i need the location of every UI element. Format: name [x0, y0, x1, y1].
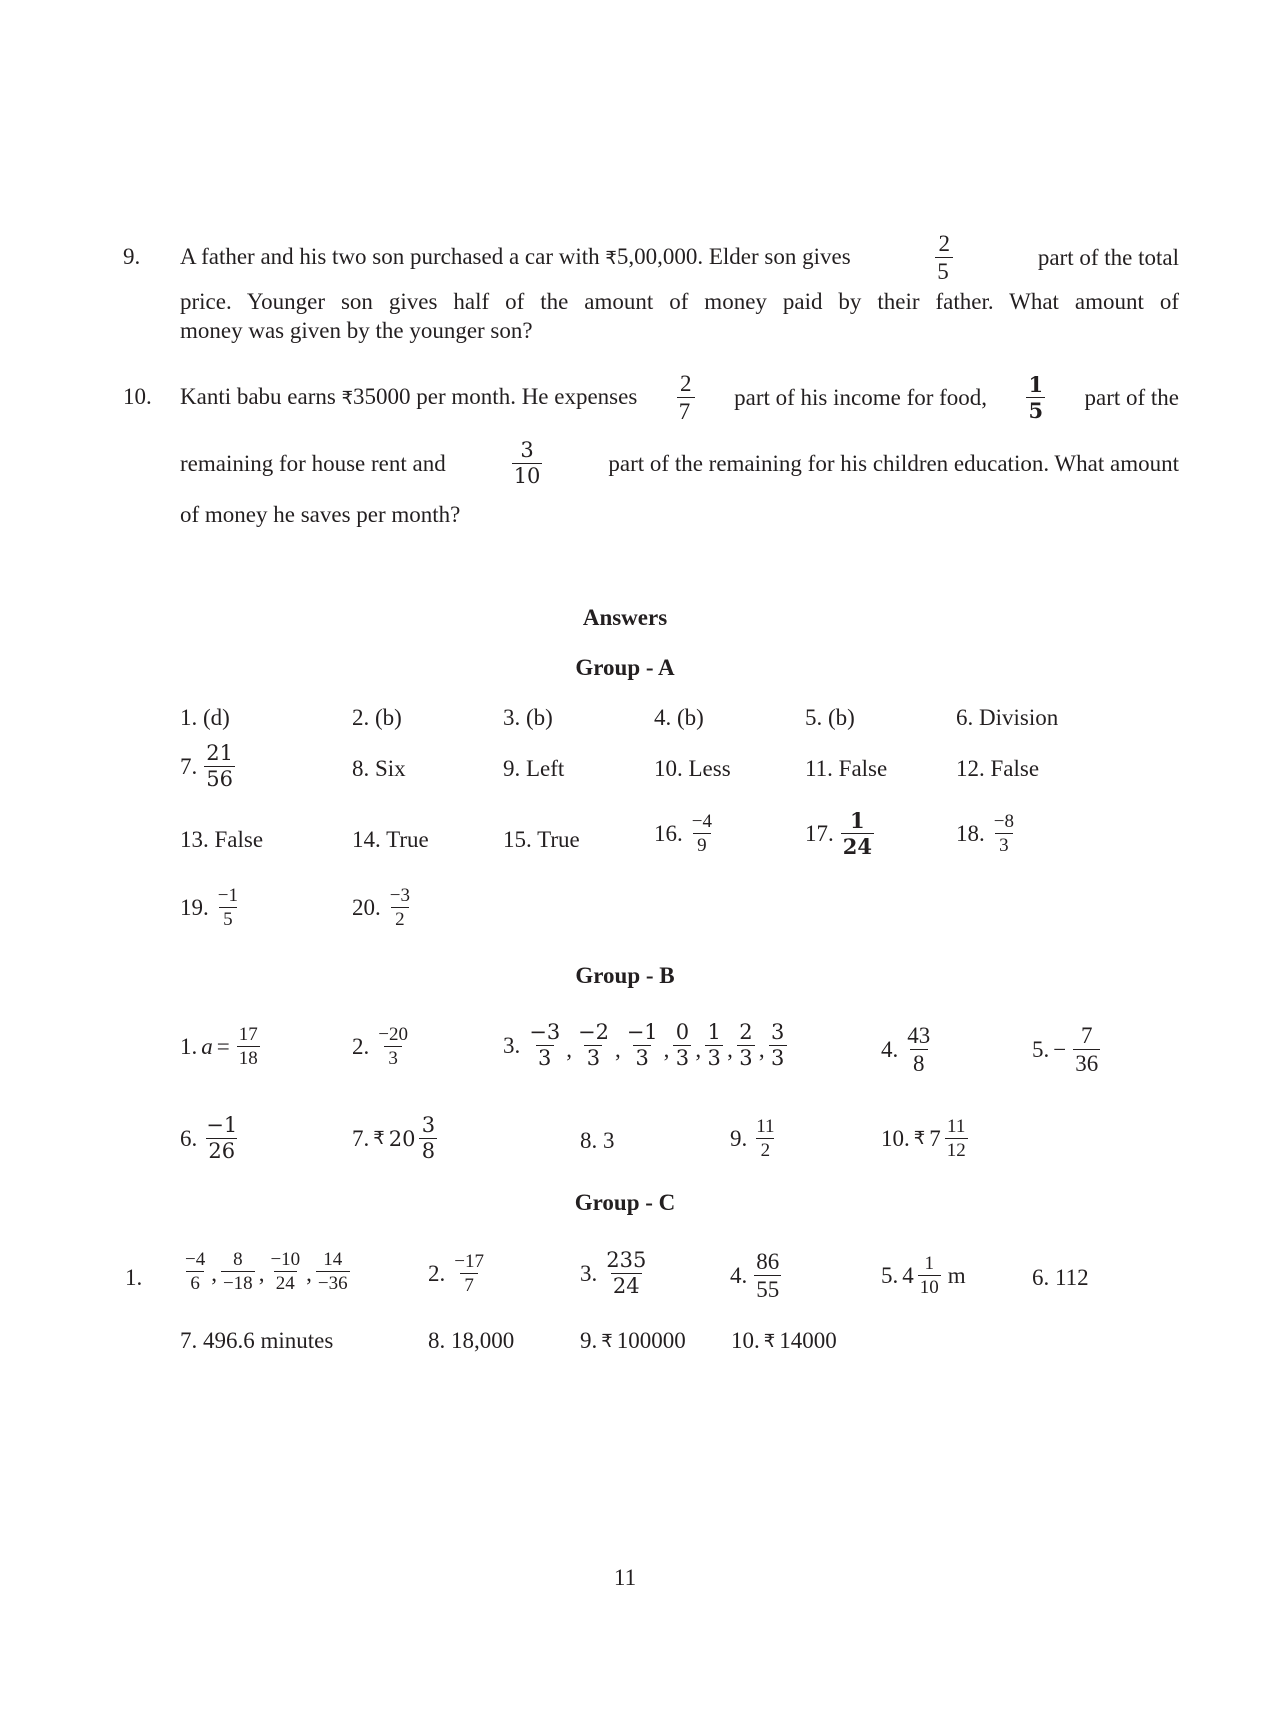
answer-a4: 4. (b) — [654, 705, 704, 730]
fraction: $\frac{86}{55}$ — [756, 1249, 780, 1302]
fraction: $\frac{17}{18}$ — [238, 1024, 258, 1069]
answer-c7: 7. 496.6 minutes — [180, 1328, 334, 1353]
fraction: $\frac{43}{8}$ — [907, 1023, 931, 1076]
fraction: $\frac{1}{10}$ — [919, 1253, 939, 1298]
fraction: $\frac{7}{36}$ — [1075, 1023, 1099, 1076]
answer-c2: 2. $\frac{-17}{7}$ — [428, 1251, 484, 1296]
answer-a17: 17. $\frac{1}{24}$ — [805, 808, 872, 859]
fraction: $\frac{235}{24}$ — [606, 1248, 647, 1298]
fraction: $\frac{3}{3}$ — [769, 1022, 787, 1069]
group-b-heading: Group - B — [575, 963, 675, 988]
fraction-sequence: $\frac{-4}{6}$ , $\frac{8}{-18}$ , $\frac{-10}{24}$ , $\frac{14}{-36}$ — [185, 1249, 348, 1294]
fraction: $\frac{-8}{3}$ — [993, 811, 1014, 856]
fraction: $\frac{2}{5}$ — [935, 232, 953, 283]
answer-a7: 7. $\frac{21}{56}$ — [180, 741, 233, 791]
fraction-sequence: $\frac{-3}{3}$ , $\frac{-2}{3}$ , $\frac{-1}{3}$ , $\frac{0}{3}$ , $\frac{1}{3}$ , $\frac{2}{3}$ , $\frac{3}{3}$ — [524, 1022, 789, 1069]
answer-b8: 8. 3 — [580, 1128, 615, 1153]
fraction: $\frac{-1}{5}$ — [217, 885, 238, 930]
question-10-line-2: remaining for house rent and $\frac{3}{10}$ part of the remaining for his children education. What amount — [180, 438, 1179, 488]
answer-c4: 4. $\frac{86}{55}$ — [730, 1249, 780, 1302]
question-number: 10. — [123, 384, 152, 409]
fraction: $\frac{1}{5}$ — [1028, 372, 1044, 423]
answer-a20: 20. $\frac{-3}{2}$ — [352, 885, 410, 930]
answer-a11: 11. False — [805, 756, 888, 781]
fraction: $\frac{-1}{3}$ — [626, 1020, 658, 1070]
rupee-symbol: ₹ — [763, 1330, 776, 1352]
answer-c10: 10. ₹ 14000 — [731, 1328, 837, 1353]
fraction: $\frac{-20}{3}$ — [378, 1024, 408, 1069]
answer-c3: 3. $\frac{235}{24}$ — [580, 1248, 647, 1298]
fraction: $\frac{1}{3}$ — [705, 1022, 723, 1069]
answer-a10: 10. Less — [654, 756, 731, 781]
fraction: $\frac{3}{10}$ — [513, 438, 541, 488]
answer-a14: 14. True — [352, 827, 429, 852]
answer-a16: 16. $\frac{-4}{9}$ — [654, 811, 712, 856]
fraction: $\frac{-3}{3}$ — [529, 1020, 561, 1070]
fraction: $\frac{2}{3}$ — [737, 1022, 755, 1069]
question-9-line-2: price. Younger son gives half of the amount of money paid by their father. What amount of — [180, 289, 1179, 314]
answer-c1 — [180, 1250, 353, 1293]
fraction: $\frac{2}{7}$ — [677, 372, 695, 423]
group-a-heading: Group - A — [575, 655, 675, 680]
fraction: $\frac{21}{56}$ — [206, 741, 233, 791]
answer-a1: 1. (d) — [180, 705, 230, 730]
answer-c9: 9. ₹ 100000 — [580, 1328, 686, 1353]
answer-a9: 9. Left — [503, 756, 565, 781]
answer-b3: 3. $\frac{-3}{3}$ , $\frac{-2}{3}$ , $\frac{-1}{3}$ , $\frac{0}{3}$ , $\frac{1}{3}$ , $\frac{2}{3}$ , $\frac{3}{3}$ — [503, 1022, 790, 1069]
answer-b10: 10. ₹ 7 $\frac{11}{12}$ — [881, 1116, 966, 1161]
fraction: $\frac{3}{8}$ — [419, 1115, 437, 1162]
rupee-symbol: ₹ — [913, 1128, 926, 1149]
fraction: $\frac{0}{3}$ — [673, 1022, 691, 1069]
question-number: 9. — [123, 244, 141, 269]
answer-b5: 5. − $\frac{7}{36}$ — [1032, 1023, 1099, 1076]
fraction: $\frac{-10}{24}$ — [270, 1249, 301, 1294]
answer-a19: 19. $\frac{-1}{5}$ — [180, 885, 238, 930]
question-9-line-1: A father and his two son purchased a car with ₹5,00,000. Elder son gives $\frac{2}{5}$ part of the total — [180, 231, 1179, 284]
answer-a13: 13. False — [180, 827, 264, 852]
fraction: $\frac{-4}{6}$ — [185, 1249, 206, 1294]
answer-b6: 6. $\frac{-1}{26}$ — [180, 1113, 238, 1163]
question-10-line-3: of money he saves per month? — [180, 502, 461, 527]
fraction: $\frac{8}{-18}$ — [222, 1249, 253, 1294]
answer-a2: 2. (b) — [352, 705, 402, 730]
answer-a15: 15. True — [503, 827, 580, 852]
fraction: $\frac{11}{2}$ — [756, 1116, 775, 1161]
answer-c6: 6. 112 — [1032, 1265, 1089, 1290]
answer-c1-label: 1. — [125, 1265, 143, 1290]
question-9-line-3: money was given by the younger son? — [180, 318, 533, 343]
fraction: $\frac{-17}{7}$ — [454, 1251, 484, 1296]
rupee-symbol: ₹ — [373, 1128, 385, 1149]
answer-b9: 9. $\frac{11}{2}$ — [730, 1116, 775, 1161]
answer-b4: 4. $\frac{43}{8}$ — [881, 1023, 931, 1076]
fraction: $\frac{11}{12}$ — [946, 1116, 966, 1161]
answer-a6: 6. Division — [956, 705, 1059, 730]
fraction: $\frac{1}{24}$ — [842, 808, 872, 859]
answer-b2: 2. $\frac{-20}{3}$ — [352, 1024, 408, 1069]
answer-c5: 5. 4 $\frac{1}{10}$ m — [881, 1253, 966, 1298]
answer-a3: 3. (b) — [503, 705, 553, 730]
question-10-line-1: Kanti babu earns ₹35000 per month. He expenses $\frac{2}{7}$ part of his income for food, $\frac{1}{5}$ part of the — [180, 371, 1179, 424]
answers-heading: Answers — [582, 605, 668, 630]
page-number: 11 — [613, 1565, 637, 1590]
fraction: $\frac{-4}{9}$ — [691, 811, 712, 856]
fraction: $\frac{14}{-36}$ — [317, 1249, 348, 1294]
fraction: $\frac{-2}{3}$ — [577, 1020, 609, 1070]
answer-a18: 18. $\frac{-8}{3}$ — [956, 811, 1014, 856]
fraction: $\frac{-1}{26}$ — [206, 1113, 238, 1163]
answer-c8: 8. 18,000 — [428, 1328, 515, 1353]
answer-b7: 7. ₹ 20 $\frac{3}{8}$ — [352, 1115, 440, 1162]
rupee-symbol: ₹ — [605, 247, 617, 269]
answer-a8: 8. Six — [352, 756, 406, 781]
rupee-symbol: ₹ — [601, 1330, 613, 1352]
answer-a5: 5. (b) — [805, 705, 855, 730]
fraction: $\frac{-3}{2}$ — [389, 885, 410, 930]
answer-b1: 1. a = $\frac{17}{18}$ — [180, 1024, 258, 1069]
answer-a12: 12. False — [956, 756, 1040, 781]
group-c-heading: Group - C — [574, 1190, 676, 1215]
rupee-symbol: ₹ — [341, 387, 354, 409]
